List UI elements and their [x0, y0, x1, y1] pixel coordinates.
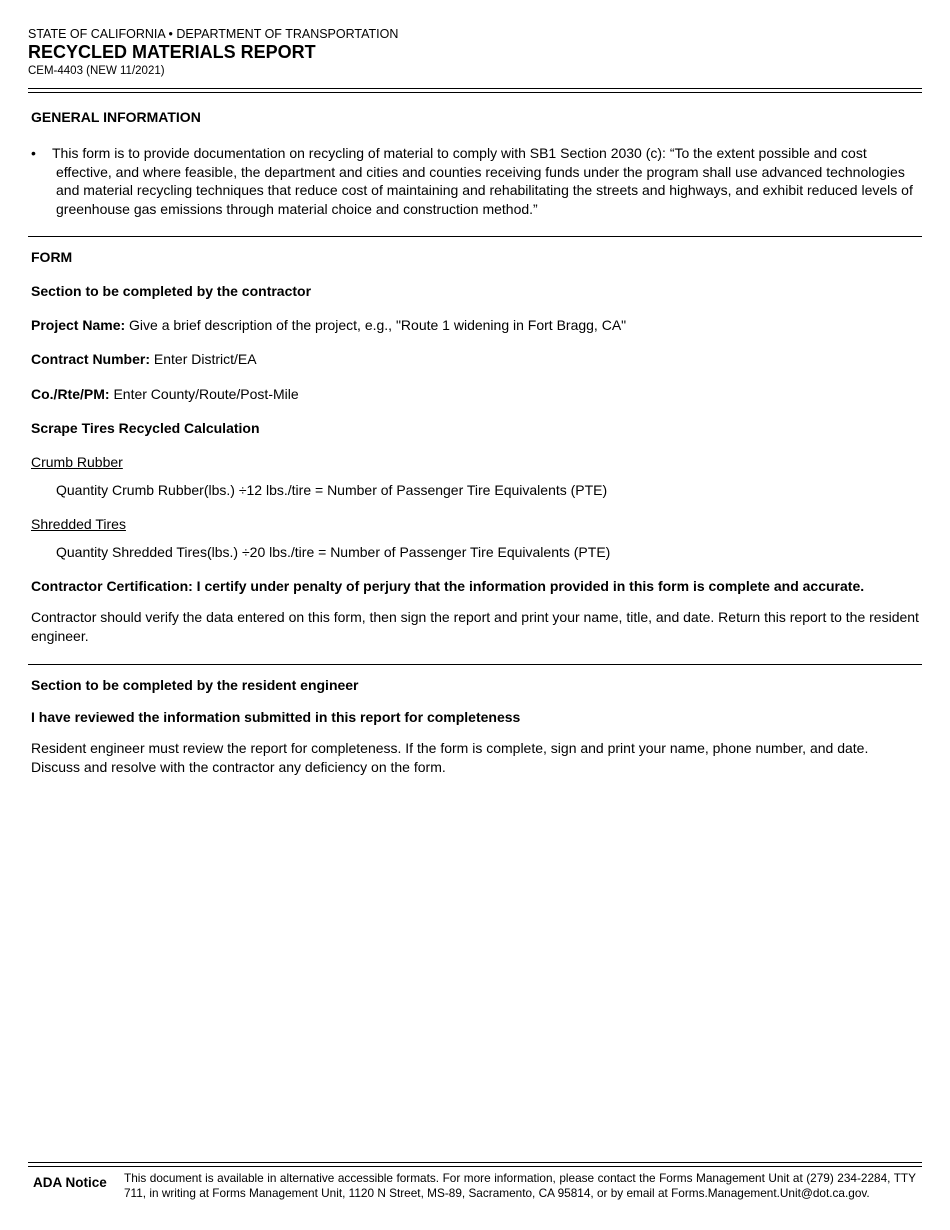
shredded-tires-heading: Shredded Tires: [31, 516, 126, 532]
engineer-divider: [28, 664, 922, 665]
engineer-reviewed-statement: I have reviewed the information submitted in this report for completeness: [31, 709, 521, 725]
engineer-section-heading: Section to be completed by the resident engineer: [31, 677, 359, 693]
contractor-instructions: Contractor should verify the data entered on this form, then sign the report and print your name, title, and date. Return this report to the resident engineer.: [31, 609, 919, 644]
contractor-certification: Contractor Certification: I certify under penalty of perjury that the information provided in this form is complete and accurate.: [31, 578, 865, 594]
co-rte-pm-text: Enter County/Route/Post-Mile: [109, 386, 299, 402]
co-rte-pm-label: Co./Rte/PM:: [31, 386, 110, 402]
section-divider: [28, 236, 922, 237]
engineer-instructions: Resident engineer must review the report for completeness. If the form is complete, sign and print your name, phone number, and date. Discuss and resolve with the contractor any deficiency on the form.: [31, 740, 869, 775]
contractor-section-heading: Section to be completed by the contractor: [31, 283, 312, 299]
page-title: RECYCLED MATERIALS REPORT: [28, 42, 316, 62]
general-bullet: [31, 144, 919, 218]
shredded-tires-formula: Quantity Shredded Tires(lbs.) ÷20 lbs./tire = Number of Passenger Tire Equivalents (PTE): [56, 544, 611, 560]
general-bullet-text: This form is to provide documentation on recycling of material to comply with SB1 Section 2030 (c): “To the extent possible and cost effective, and where feasible, the department and cities and counties receiving funds under the program shall use advanced technologies and material recycling techniques that reduce cost of maintaining and rehabilitating the streets and highways, and exhibit reduced levels of greenhouse gas emissions through material choice and construction method.”: [52, 145, 913, 217]
header-divider: [28, 88, 922, 93]
footer-divider: [28, 1162, 922, 1167]
contract-number-line: [31, 350, 257, 369]
agency-line: STATE OF CALIFORNIA • DEPARTMENT OF TRANSPORTATION: [28, 27, 399, 41]
contract-number-text: Enter District/EA: [150, 351, 257, 367]
ada-notice-label: ADA Notice: [33, 1175, 107, 1190]
scrape-tires-heading: Scrape Tires Recycled Calculation: [31, 420, 260, 436]
bullet-icon: •: [31, 145, 36, 161]
crumb-rubber-heading: Crumb Rubber: [31, 454, 123, 470]
contract-number-label: Contract Number:: [31, 351, 151, 367]
general-information-heading: GENERAL INFORMATION: [31, 109, 201, 125]
form-number: CEM-4403 (NEW 11/2021): [28, 65, 165, 77]
project-name-line: [31, 316, 626, 335]
project-name-label: Project Name:: [31, 317, 126, 333]
project-name-text: Give a brief description of the project, e.g., "Route 1 widening in Fort Bragg, CA": [125, 317, 627, 333]
ada-notice-text: This document is available in alternative accessible formats. For more information, please contact the Forms Management Unit at (279) 234-2284, TTY 711, in writing at Forms Management Unit, 1120 N Street, MS-89, Sacramento, CA 95814, or by email at Forms.Management.Unit@dot.ca.gov.: [124, 1171, 916, 1200]
crumb-rubber-formula: Quantity Crumb Rubber(lbs.) ÷12 lbs./tire = Number of Passenger Tire Equivalents (PTE): [56, 482, 608, 498]
form-heading: FORM: [31, 249, 73, 265]
co-rte-pm-line: [31, 385, 299, 404]
